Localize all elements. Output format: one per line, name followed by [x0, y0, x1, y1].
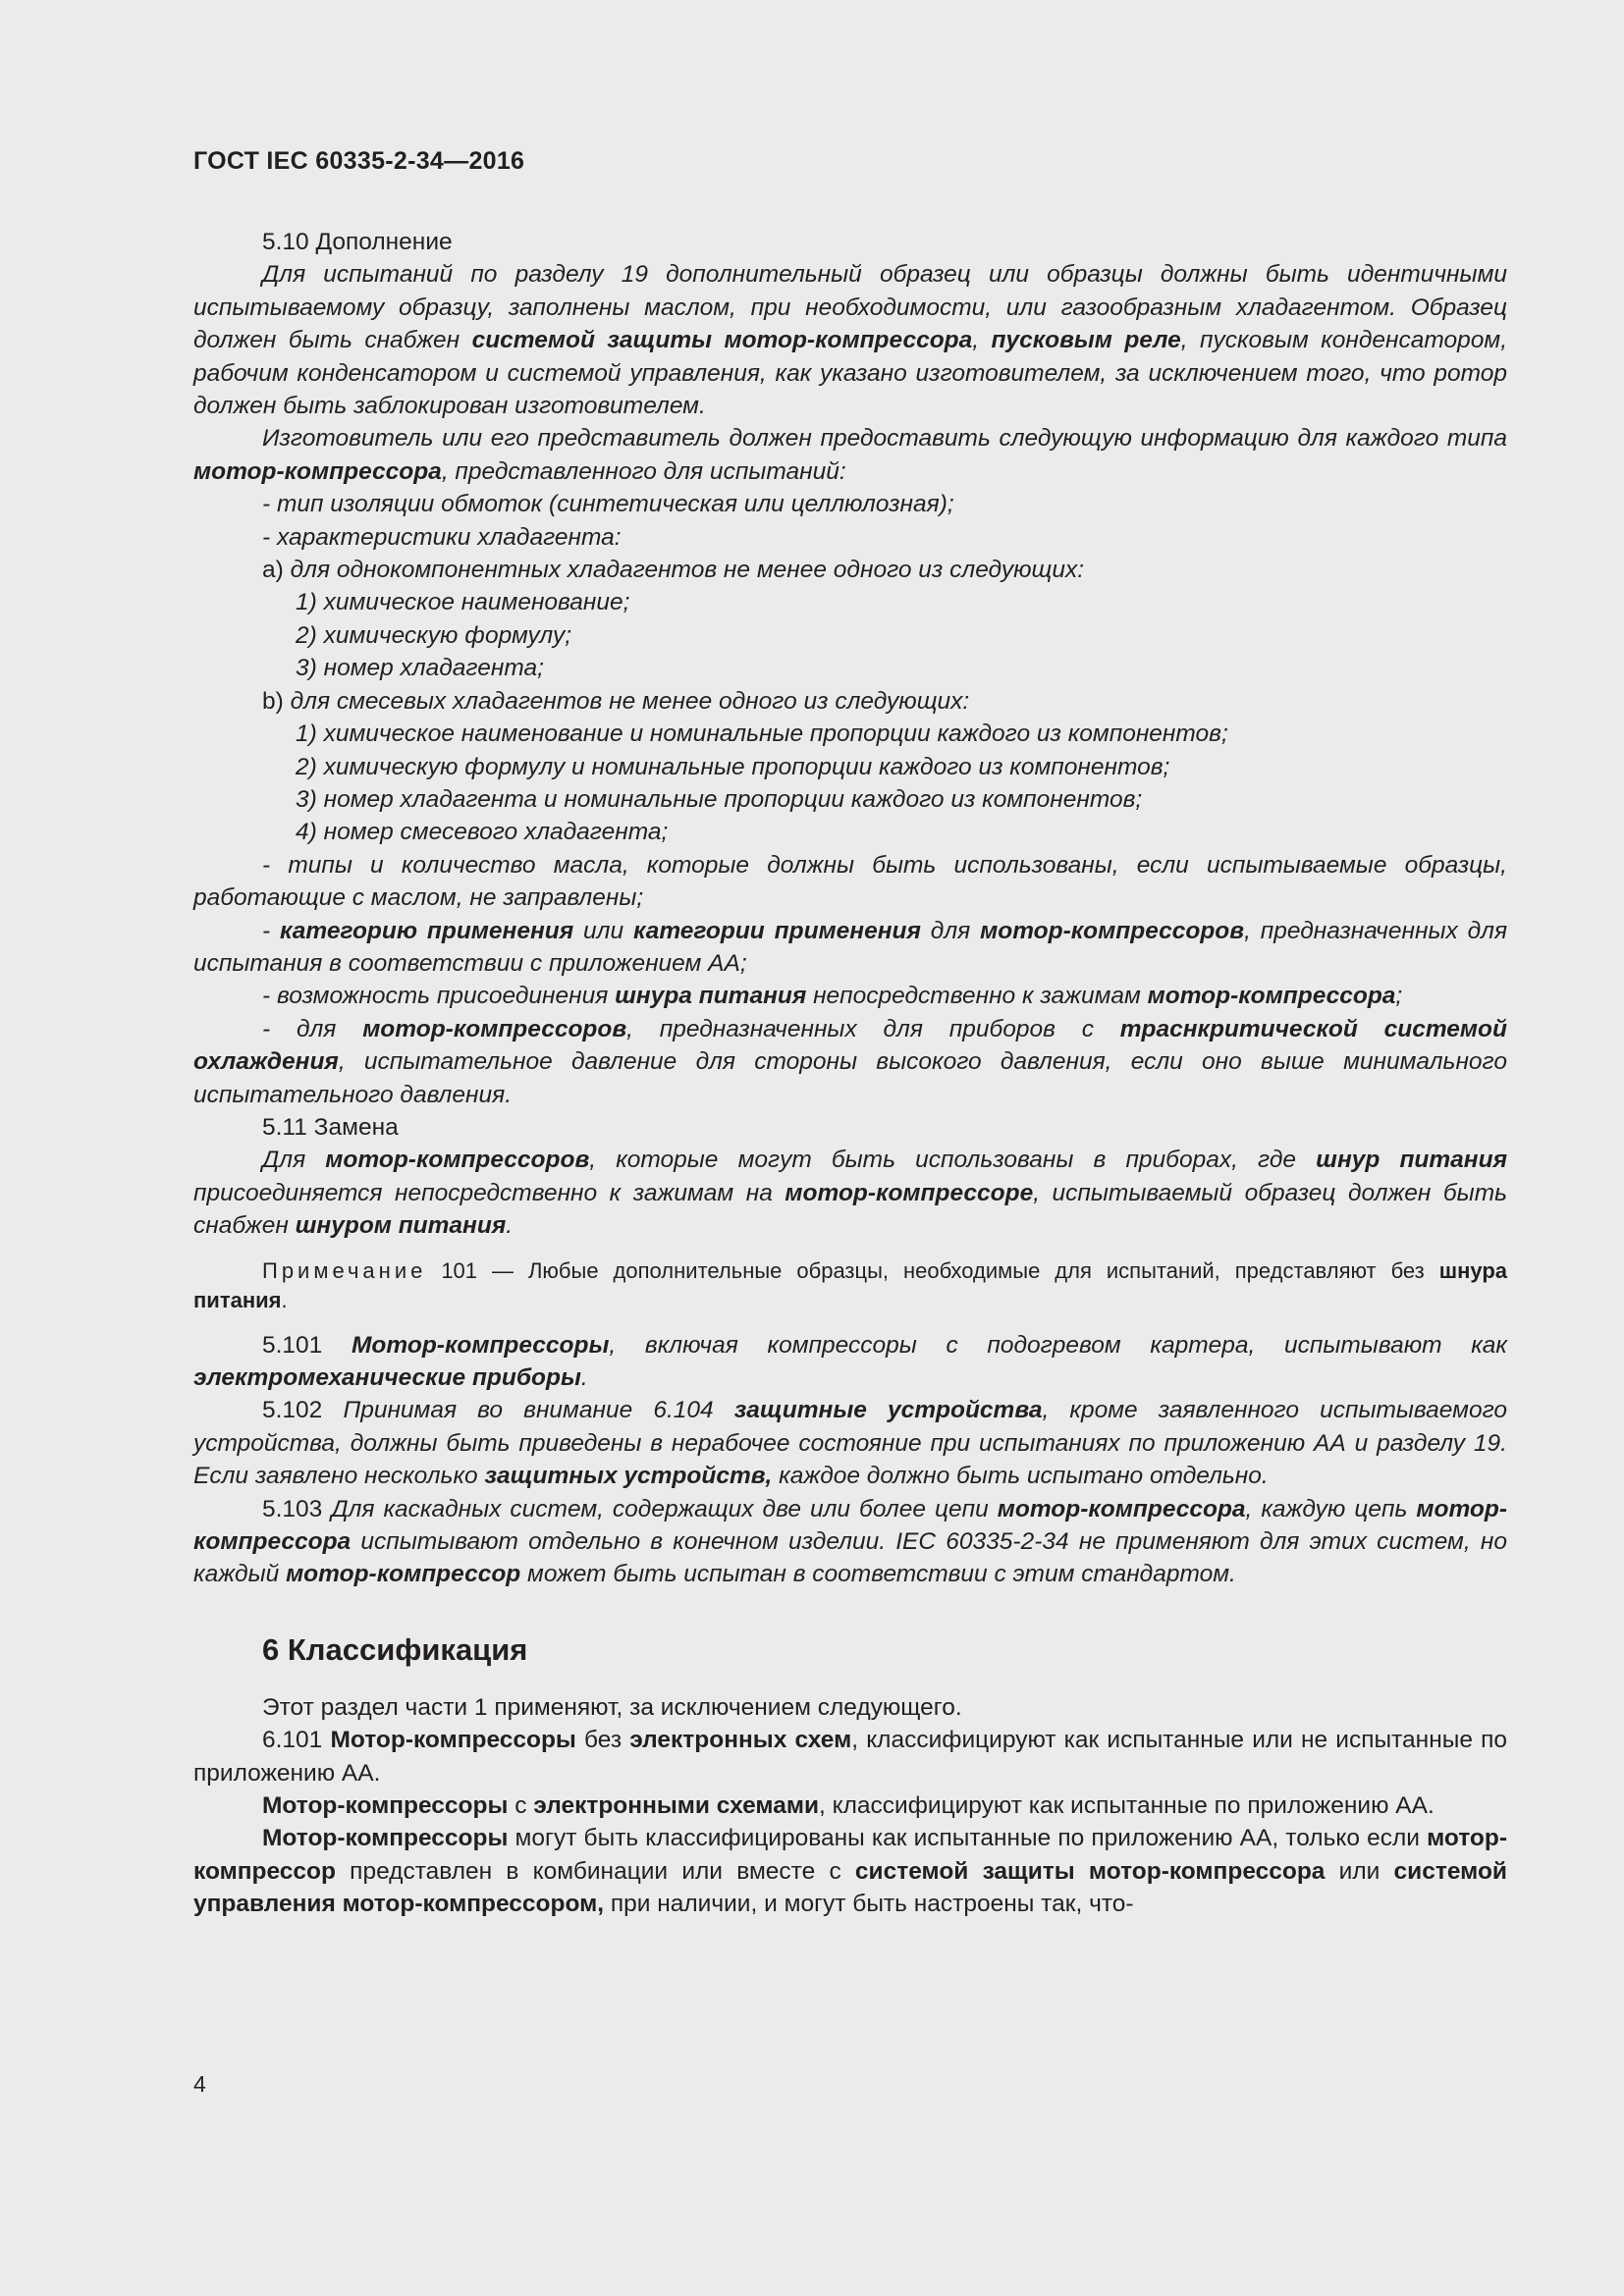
term: мотор-компрессора	[997, 1495, 1246, 1522]
term: мотор-компрессора	[1147, 983, 1396, 1010]
list-subitem: 3) номер хладагента и номинальные пропорции каждого из компонентов;	[296, 785, 1143, 813]
term: мотор-компрессоре	[785, 1179, 1034, 1206]
list-item: b) для смесевых хладагентов не менее одного из следующих:	[262, 687, 970, 715]
clause-6-101-paragraph-3: Мотор-компрессоры могут быть классифицированы как испытанные по приложению АА, только если мотор-компрессор представлен в комбинации или вместе с системой защиты мотор-компрессора или системой управления мотор-компрессором, при наличии, и могут быть настроены так, что-	[193, 1825, 1507, 1918]
list-subitem: 1) химическое наименование;	[296, 589, 630, 616]
term: траснкритической системой охлаждения	[193, 1015, 1507, 1076]
term: категории применения	[633, 917, 921, 944]
list-item: - тип изоляции обмоток (синтетическая или целлюлозная);	[262, 491, 954, 518]
term: мотор-компрессор	[193, 1825, 1507, 1885]
term: защитных устройств,	[484, 1463, 773, 1490]
clause-5-11-heading: 5.11 Замена	[262, 1113, 399, 1141]
note-label: Примечание	[262, 1257, 427, 1283]
list-item: a) для однокомпонентных хладагентов не менее одного из следующих:	[262, 557, 1085, 584]
term: шнуром питания	[295, 1212, 507, 1240]
term: пусковым реле	[991, 327, 1181, 354]
list-subitem: 3) номер хладагента;	[296, 655, 544, 682]
term: мотор-компрессоров	[980, 917, 1245, 944]
term: Мотор-компрессоры	[262, 1792, 509, 1820]
section-6-title: 6 Классификация	[262, 1631, 528, 1667]
section-6-intro: Этот раздел части 1 применяют, за исключением следующего.	[262, 1693, 962, 1721]
page-number: 4	[193, 2071, 206, 2097]
term: мотор-компрессора	[193, 1495, 1508, 1556]
term: шнура питания	[193, 1257, 1507, 1312]
term: электронными схемами	[533, 1792, 820, 1820]
list-item: - возможность присоединения шнура питания непосредственно к зажимам мотор-компрессора;	[262, 983, 1403, 1010]
term: шнур питания	[1316, 1147, 1508, 1174]
term: мотор-компрессора	[193, 457, 442, 485]
list-item: - категорию применения или категории применения для мотор-компрессоров, предназначенных для испытания в соответствии с приложением АА;	[193, 917, 1508, 977]
clause-5-102: 5.102 Принимая во внимание 6.104 защитные устройства, кроме заявленного испытываемого устройства, должны быть приведены в нерабочее состояние при испытаниях по приложению АА и разделу 19. Если заявлено несколько защитных устройств, каждое должно быть испытано отдельно.	[193, 1397, 1508, 1490]
list-subitem: 1) химическое наименование и номинальные пропорции каждого из компонентов;	[296, 721, 1228, 748]
clause-5-10-heading: 5.10 Дополнение	[262, 229, 453, 255]
page-header: ГОСТ IEC 60335-2-34—2016	[193, 147, 525, 175]
page-content	[193, 226, 1507, 1921]
clause-5-11-paragraph: Для мотор-компрессоров, которые могут быть использованы в приборах, где шнур питания присоединяется непосредственно к зажимам на мотор-компрессоре, испытываемый образец должен быть снабжен шнуром питания.	[193, 1147, 1508, 1240]
note-101: Примечание 101 — Любые дополнительные образцы, необходимые для испытаний, представляют без шнура питания.	[193, 1257, 1507, 1312]
list-item: - характеристики хладагента:	[262, 523, 622, 551]
term: мотор-компрессор	[286, 1561, 521, 1588]
list-item: - для мотор-компрессоров, предназначенных для приборов с траснкритической системой охлаждения, испытательное давление для стороны высокого давления, если оно выше минимального испытательного давления.	[193, 1015, 1507, 1108]
term: системой защиты мотор-компрессора	[471, 327, 973, 354]
term: системой управления мотор-компрессором,	[193, 1857, 1507, 1918]
clause-5-101: 5.101 Мотор-компрессоры, включая компрессоры с подогревом картера, испытывают как электромеханические приборы.	[193, 1331, 1507, 1391]
term: Мотор-компрессоры	[352, 1331, 610, 1359]
term: электромеханические приборы	[193, 1364, 581, 1391]
term: защитные устройства	[733, 1397, 1043, 1424]
term: шнура питания	[615, 983, 807, 1010]
term: Мотор-компрессоры	[330, 1727, 576, 1754]
term: системой защиты мотор-компрессора	[854, 1857, 1326, 1885]
clause-5-10-paragraph-2: Изготовитель или его представитель должен предоставить следующую информацию для каждого типа мотор-компрессора, представленного для испытаний:	[193, 425, 1507, 485]
list-subitem: 2) химическую формулу и номинальные пропорции каждого из компонентов;	[296, 753, 1170, 780]
list-subitem: 4) номер смесевого хладагента;	[296, 819, 669, 846]
term: мотор-компрессоров	[325, 1147, 590, 1174]
list-subitem: 2) химическую формулу;	[296, 621, 572, 649]
clause-5-103: 5.103 Для каскадных систем, содержащих две или более цепи мотор-компрессора, каждую цепь мотор-компрессора испытывают отдельно в конечном изделии. IEC 60335-2-34 не применяют для этих систем, но каждый мотор-компрессор может быть испытан в соответствии с этим стандартом.	[193, 1495, 1508, 1588]
term: Мотор-компрессоры	[262, 1825, 509, 1852]
term: категорию применения	[280, 917, 574, 944]
clause-6-101: 6.101 Мотор-компрессоры без электронных схем, классифицируют как испытанные или не испытанные по приложению АА.	[193, 1727, 1507, 1787]
term: электронных схем	[629, 1727, 852, 1754]
clause-5-10-paragraph-1: Для испытаний по разделу 19 дополнительный образец или образцы должны быть идентичными испытываемому образцу, заполнены маслом, при необходимости, или газообразным хладагентом. Образец должен быть снабжен системой защиты мотор-компрессора, пусковым реле, пусковым конденсатором, рабочим конденсатором и системой управления, как указано изготовителем, за исключением того, что ротор должен быть заблокирован изготовителем.	[193, 261, 1508, 420]
term: мотор-компрессоров	[362, 1015, 627, 1042]
clause-6-101-paragraph-2: Мотор-компрессоры с электронными схемами, классифицируют как испытанные по приложению АА.	[262, 1792, 1435, 1820]
list-item: - типы и количество масла, которые должны быть использованы, если испытываемые образцы, работающие с маслом, не заправлены;	[193, 851, 1507, 912]
